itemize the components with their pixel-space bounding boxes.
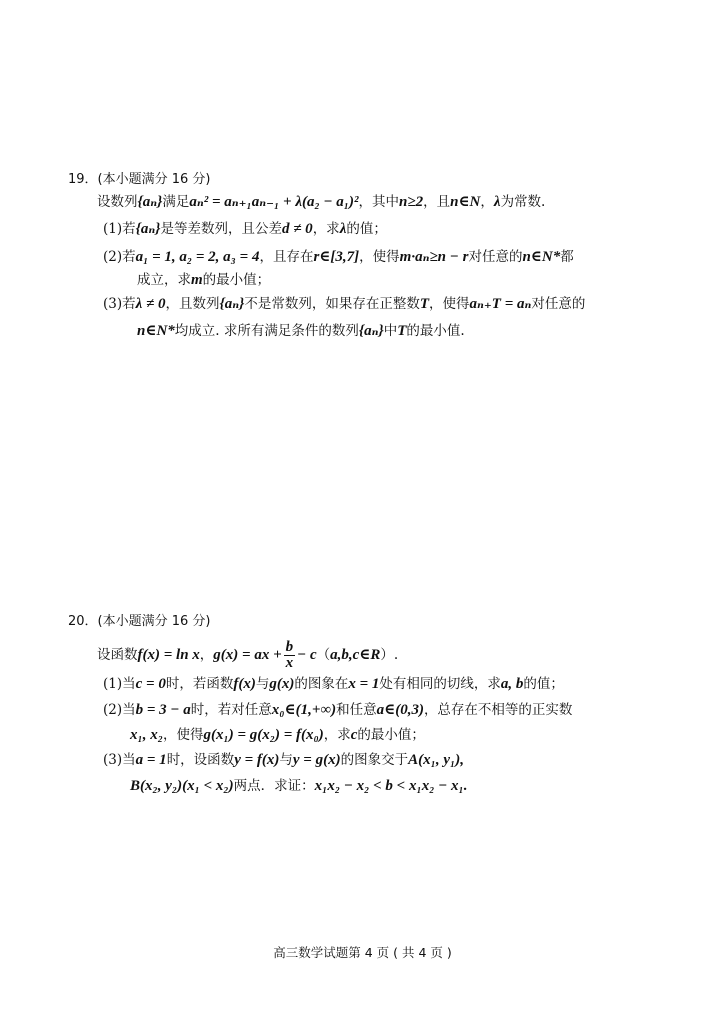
inequality-formula: m·aₙ≥n − r	[399, 249, 469, 265]
text: 和任意	[336, 702, 377, 718]
part-number: (1)若	[103, 221, 136, 237]
text: 不是常数列，如果存在正整数	[244, 296, 420, 312]
problem-19-part-2	[103, 247, 574, 267]
problem-19-part-3	[103, 294, 585, 314]
n-domain: n∈N*	[137, 323, 175, 339]
text: ，其中	[358, 194, 400, 210]
text: ，	[480, 194, 494, 210]
sequence-symbol: {aₙ}	[219, 296, 245, 312]
problem-20-part-1	[103, 674, 564, 694]
text: ，使得	[429, 296, 470, 312]
T-symbol: T	[419, 296, 430, 312]
part-number: (2)当	[103, 702, 136, 718]
text: 对任意的	[468, 249, 523, 265]
point-A: A(x₁, y₁),	[408, 752, 464, 768]
text: ，求	[323, 727, 351, 743]
problem-19-header: 19．(本小题满分 16 分)	[68, 172, 211, 187]
n-domain: n∈N	[450, 194, 481, 210]
text: 设数列	[97, 194, 138, 210]
text: ，	[199, 647, 214, 663]
g-definition-rhs: − c	[297, 647, 317, 663]
text: 时，设函数	[166, 752, 235, 768]
problem-20-part-2-cont	[130, 725, 425, 745]
problem-19-stem	[97, 192, 545, 212]
text: ，且数列	[165, 296, 220, 312]
point-B: B(x₂, y₂)(x₁ < x₂)	[130, 778, 234, 794]
a-range: a∈(0,3)	[376, 702, 424, 718]
sequence-symbol: {aₙ}	[135, 221, 161, 237]
b-over-x-fraction	[284, 640, 296, 671]
period-formula: aₙ₊T = aₙ	[469, 296, 532, 312]
text: 时，若对任意	[190, 702, 272, 718]
text: 的值；	[523, 676, 564, 692]
text: 的图象在	[294, 676, 349, 692]
text: 中	[383, 323, 398, 339]
text: ，且存在	[259, 249, 314, 265]
problem-19-part-2-cont	[137, 270, 270, 290]
x0-range: x₀∈(1,+∞)	[271, 702, 337, 718]
text: 的最小值.	[406, 323, 465, 339]
problem-20-part-3-cont	[130, 776, 468, 796]
equality-formula: g(x₁) = g(x₂) = f(x₀)	[203, 727, 324, 743]
text: 与	[279, 752, 293, 768]
y-equals-f: y = f(x)	[234, 752, 280, 768]
sequence-symbol: {aₙ}	[137, 194, 163, 210]
lambda-symbol: λ	[493, 194, 501, 210]
f-definition: f(x) = ln x	[137, 647, 200, 663]
part-number: (3)若	[103, 296, 136, 312]
condition-formula: d ≠ 0	[281, 221, 313, 237]
n-condition: n≥2	[399, 194, 424, 210]
condition-formula: b = 3 − a	[135, 702, 191, 718]
g-symbol: g(x)	[269, 676, 295, 692]
text: ）.	[380, 647, 399, 663]
problem-20-part-3	[103, 750, 464, 770]
T-symbol: T	[397, 323, 407, 339]
n-domain: n∈N*	[522, 249, 561, 265]
text: 与	[255, 676, 270, 692]
fraction-numerator: b	[285, 639, 294, 655]
text: （	[316, 647, 331, 663]
ab-symbols: a, b	[500, 676, 524, 692]
problem-19-part-1	[103, 219, 387, 239]
x1-x2-symbols: x₁, x₂	[130, 727, 163, 743]
text: 的图象交于	[340, 752, 409, 768]
text: 对任意的	[531, 296, 586, 312]
initial-values-formula: a₁ = 1, a₂ = 2, a₃ = 4	[135, 249, 260, 265]
part-number: (3)当	[103, 752, 136, 768]
text: 均成立. 求所有满足条件的数列	[174, 323, 359, 339]
g-definition-lhs: g(x) = ax +	[213, 647, 282, 663]
recurrence-formula: aₙ² = aₙ₊₁aₙ₋₁ + λ(a₂ − a₁)²	[189, 194, 359, 210]
m-symbol: m	[191, 272, 203, 288]
text: 两点．求证：	[233, 778, 315, 794]
problem-20-part-2	[103, 700, 572, 720]
text: ，使得	[162, 727, 204, 743]
problem-20-header: 20．(本小题满分 16 分)	[68, 614, 211, 629]
c-symbol: c	[350, 727, 358, 743]
f-symbol: f(x)	[233, 676, 256, 692]
text: 的值；	[346, 221, 387, 237]
text: 是等差数列，且公差	[160, 221, 282, 237]
text: ，求	[312, 221, 340, 237]
problem-19-part-3-cont	[137, 321, 465, 341]
page-footer: 高三数学试题第 4 页 ( 共 4 页 )	[273, 945, 452, 960]
lambda-symbol: λ	[339, 221, 347, 237]
part-number: (2)若	[103, 249, 136, 265]
text: 处有相同的切线，求	[379, 676, 501, 692]
sequence-symbol: {aₙ}	[358, 323, 384, 339]
text: 的最小值；	[357, 727, 425, 743]
condition-formula: λ ≠ 0	[135, 296, 166, 312]
r-range-formula: r∈[3,7]	[313, 249, 360, 265]
text: 满足	[162, 194, 190, 210]
condition-formula: c = 0	[135, 676, 166, 692]
x-equals-1: x = 1	[348, 676, 380, 692]
text: ，且	[423, 194, 451, 210]
text: 设函数	[97, 647, 138, 663]
text: 的最小值；	[202, 272, 271, 288]
condition-formula: a = 1	[135, 752, 167, 768]
y-equals-g: y = g(x)	[292, 752, 341, 768]
proof-inequality: x₁x₂ − x₂ < b < x₁x₂ − x₁.	[314, 778, 468, 794]
text: 为常数.	[500, 194, 546, 210]
part-number: (1)当	[103, 676, 136, 692]
text: ，总存在不相等的正实数	[423, 702, 573, 718]
text: 成立，求	[137, 272, 191, 288]
text: 时，若函数	[165, 676, 234, 692]
fraction-denominator: x	[285, 655, 294, 671]
text: 都	[560, 249, 574, 265]
text: ，使得	[359, 249, 400, 265]
problem-20-stem	[97, 640, 398, 671]
parameter-domain: a,b,c∈R	[330, 647, 381, 663]
